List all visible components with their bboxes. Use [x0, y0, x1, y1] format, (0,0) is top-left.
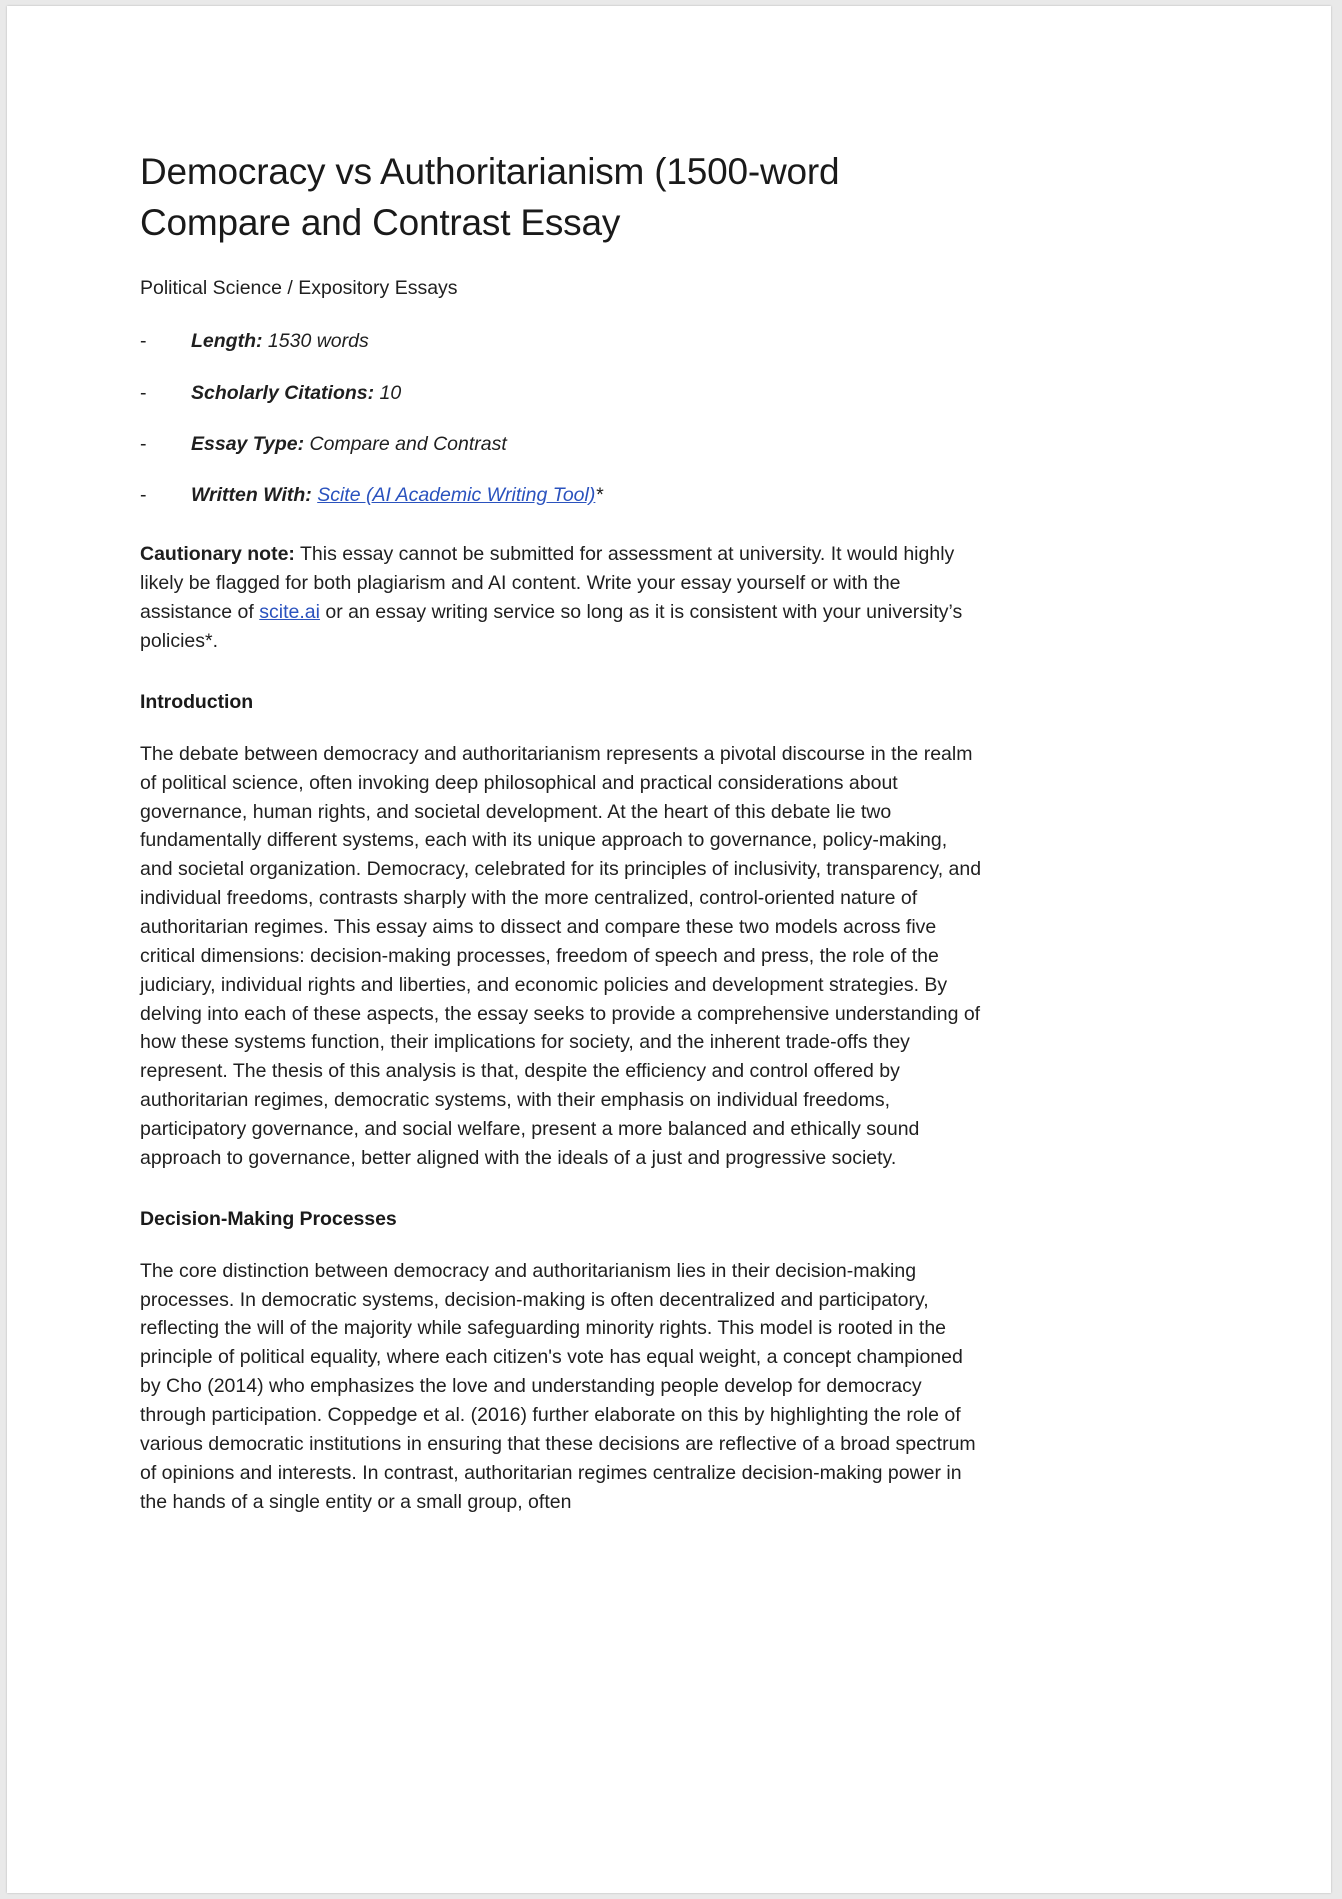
meta-value-written-with-suffix: *: [595, 484, 603, 507]
scite-tool-link[interactable]: Scite (AI Academic Writing Tool): [317, 484, 596, 507]
bullet-dash-icon: -: [140, 484, 147, 507]
cautionary-note-label: Cautionary note:: [140, 543, 295, 566]
bullet-dash-icon: -: [140, 381, 147, 404]
meta-label-length: Length:: [191, 330, 263, 353]
cautionary-note: [140, 540, 980, 655]
document-content: [140, 146, 985, 1516]
cautionary-note-text-after: or an essay writing service so long as it is consistent with your university’s policies*.: [140, 601, 963, 652]
list-item: [140, 327, 985, 356]
bullet-dash-icon: -: [140, 432, 147, 455]
cautionary-note-text-before: This essay cannot be submitted for assessment at university. It would highly likely be flagged for both plagiarism and AI content. Write your essay yourself or with the assistance of: [140, 543, 955, 624]
list-item: [140, 430, 985, 459]
section-heading-introduction: Introduction: [140, 690, 254, 713]
meta-label-essay-type: Essay Type:: [191, 432, 305, 455]
list-item: [140, 379, 985, 408]
scite-ai-link[interactable]: scite.ai: [259, 601, 320, 624]
metadata-list: [140, 327, 985, 510]
meta-value-length: 1530 words: [267, 330, 369, 353]
meta-value-essay-type: Compare and Contrast: [309, 432, 507, 455]
section-heading-decision-making: Decision-Making Processes: [140, 1207, 397, 1230]
page-title: Democracy vs Authoritarianism (1500-word Compare and Contrast Essay: [140, 151, 840, 244]
document-subtitle: Political Science / Expository Essays: [140, 277, 458, 300]
bullet-dash-icon: -: [140, 330, 147, 353]
meta-label-citations: Scholarly Citations:: [191, 381, 375, 404]
paragraph-introduction: The debate between democracy and authoritarianism represents a pivotal discourse in the realm of political science, often invoking deep philosophical and practical considerations about governance, human rights, and societal development. At the heart of this debate lie two fundamentally different systems, each with its unique approach to governance, policy-making, and societal organization. Democracy, celebrated for its principles of inclusivity, transparency, and individual freedoms, contrasts sharply with the more centralized, control-oriented nature of authoritarian regimes. This essay aims to dissect and compare these two models across five critical dimensions: decision-making processes, freedom of speech and press, the role of the judiciary, individual rights and liberties, and economic policies and development strategies. By delving into each of these aspects, the essay seeks to provide a comprehensive understanding of how these systems function, their implications for society, and the inherent trade-offs they represent. The thesis of this analysis is that, despite the efficiency and control offered by authoritarian regimes, democratic systems, with their emphasis on individual freedoms, participatory governance, and social welfare, present a more balanced and ethically sound approach to governance, better aligned with the ideals of a just and progressive society.: [140, 742, 982, 1169]
paragraph-decision-making: The core distinction between democracy and authoritarianism lies in their decision-making processes. In democratic systems, decision-making is often decentralized and participatory, reflecting the will of the majority while safeguarding minority rights. This model is rooted in the principle of political equality, where each citizen's vote has equal weight, a concept championed by Cho (2014) who emphasizes the love and understanding people develop for democracy through participation. Coppedge et al. (2016) further elaborate on this by highlighting the role of various democratic institutions in ensuring that these decisions are reflective of a broad spectrum of opinions and interests. In contrast, authoritarian regimes centralize decision-making power in the hands of a single entity or a small group, often: [140, 1259, 976, 1513]
meta-value-citations: 10: [379, 381, 402, 404]
document-page: [7, 6, 1331, 1893]
meta-label-written-with: Written With:: [191, 484, 312, 507]
list-item: [140, 481, 985, 510]
